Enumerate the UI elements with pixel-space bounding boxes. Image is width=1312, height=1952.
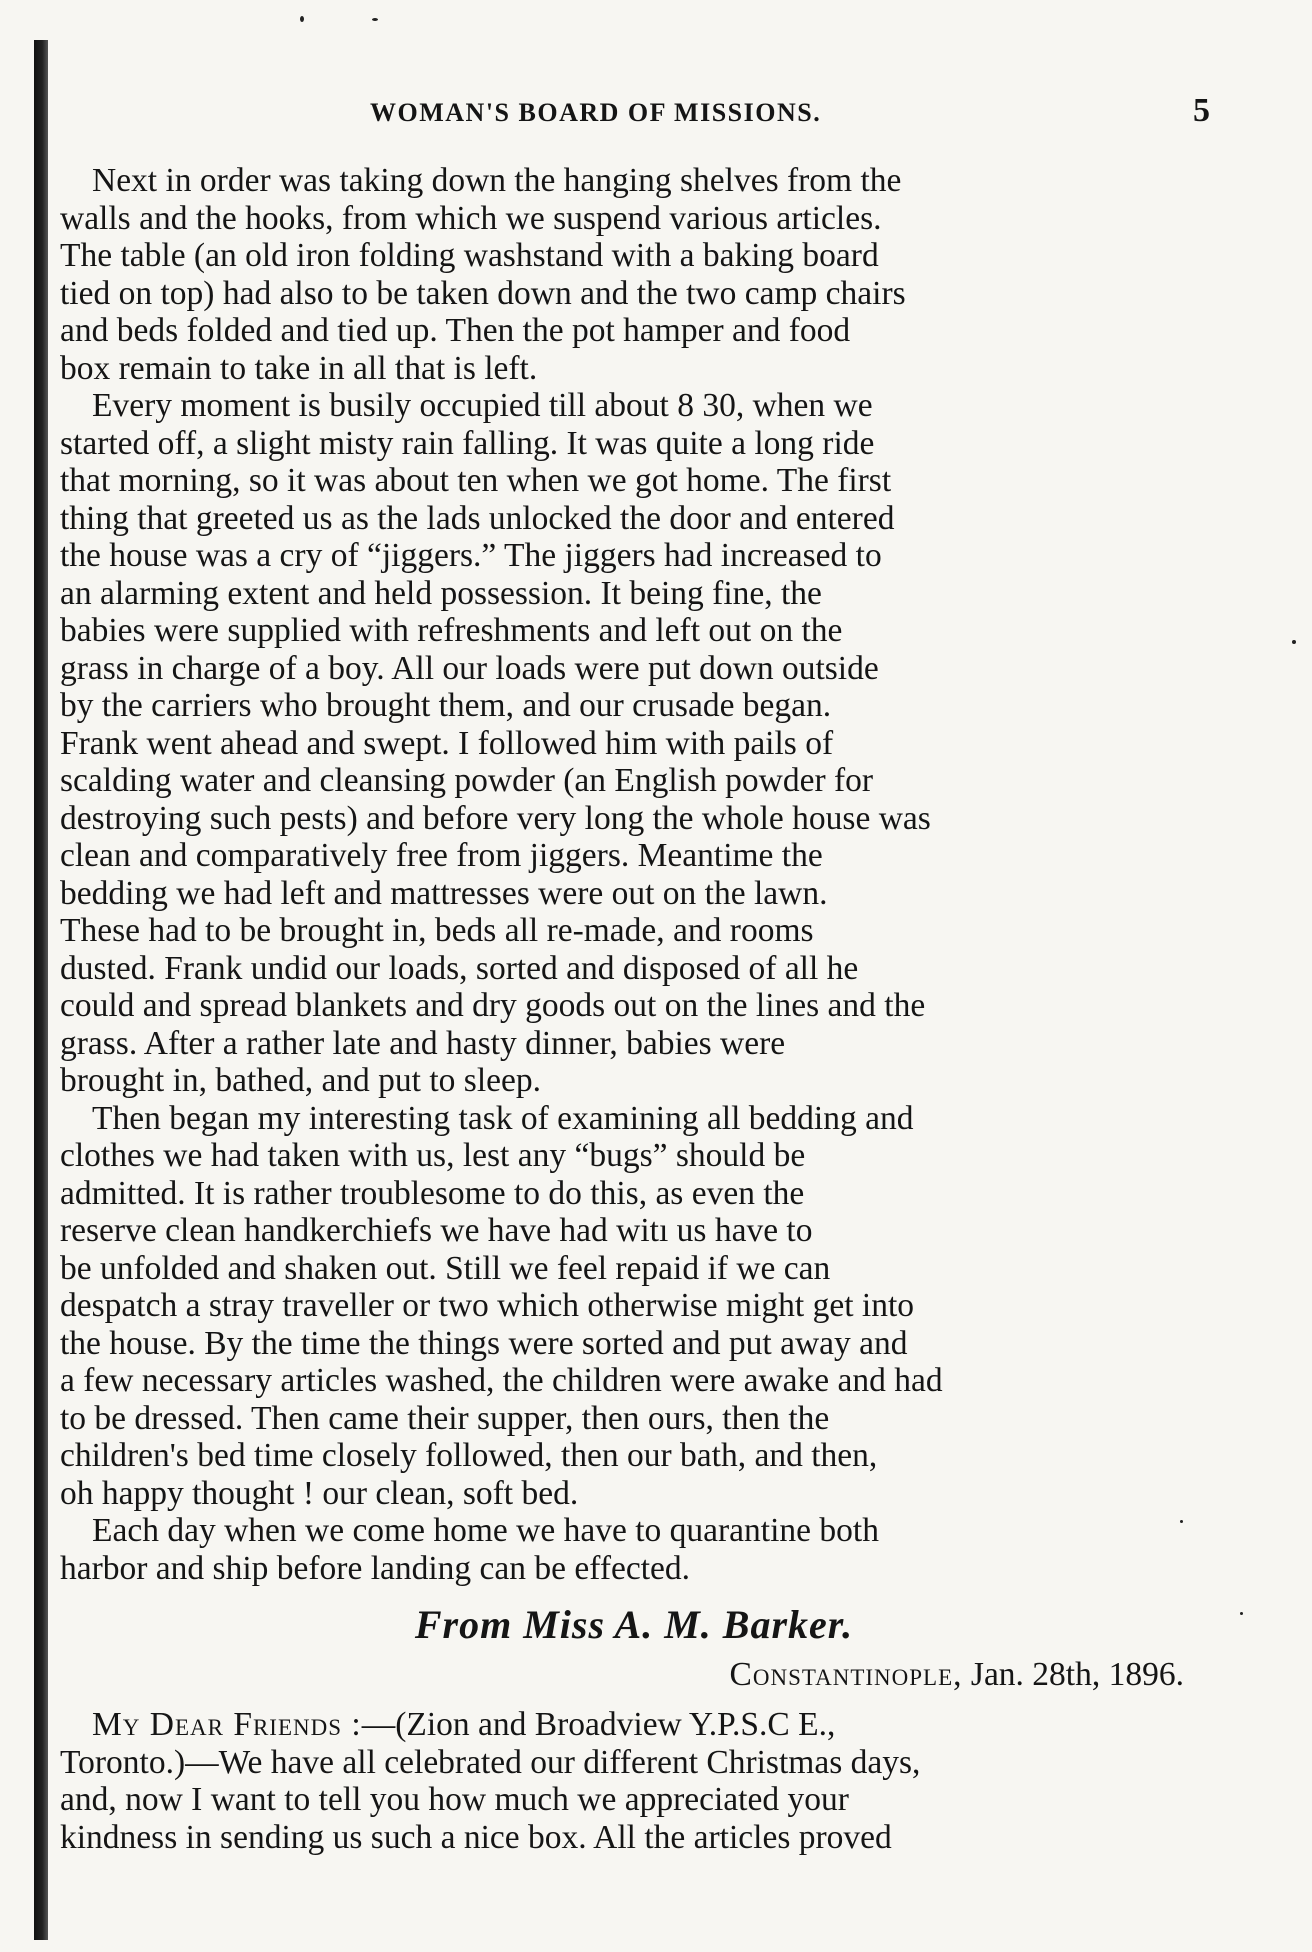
text-line: reserve clean handkerchiefs we have had witı us have to [60, 1212, 813, 1249]
text-line: tied on top) had also to be taken down and the two camp chairs [60, 274, 906, 312]
text-line: and, now I want to tell you how much we appreciated your [60, 1781, 849, 1818]
dateline-place: Constantinople, [729, 1656, 963, 1693]
text-line: walls and the hooks, from which we suspend various articles. [60, 199, 882, 237]
binding-edge [34, 40, 48, 1940]
running-title: WOMAN'S BOARD OF MISSIONS. [370, 98, 822, 127]
text-line: scalding water and cleansing powder (an English powder for [60, 762, 874, 799]
text-line: to be dressed. Then came their supper, then ours, then the [60, 1399, 830, 1437]
text-line: a few necessary articles washed, the children were awake and had [60, 1362, 943, 1399]
text-line: could and spread blankets and dry goods out on the lines and the [60, 987, 926, 1024]
text-line: box remain to take in all that is left. [60, 349, 538, 387]
text-line: Frank went ahead and swept. I followed him with pails of [60, 724, 834, 762]
paragraph [60, 1100, 1208, 1513]
text-line: brought in, bathed, and put to sleep. [60, 1062, 542, 1099]
text-line: the house was a cry of “jiggers.” The jiggers had increased to [60, 537, 882, 574]
text-line: Every moment is busily occupied till about 8 30, when we [92, 387, 873, 424]
text-line: babies were supplied with refreshments and left out on the [60, 612, 843, 649]
text-line: thing that greeted us as the lads unlocked the door and entered [60, 499, 895, 537]
page-header [60, 92, 1230, 132]
paragraph [60, 387, 1208, 1100]
text-line: kindness in sending us such a nice box. All the articles proved [60, 1818, 892, 1856]
print-speck [1292, 640, 1296, 644]
text-line [60, 1706, 1208, 1744]
text-line: grass in charge of a boy. All our loads were put down outside [60, 649, 879, 687]
text-line: dusted. Frank undid our loads, sorted and disposed of all he [60, 949, 859, 987]
text-line: The table (an old iron folding washstand with a baking board [60, 237, 879, 274]
article-body [60, 162, 1208, 1856]
text-line: clothes we had taken with us, lest any “bugs” should be [60, 1137, 806, 1174]
text-line: children's bed time closely followed, then our bath, and then, [60, 1437, 878, 1474]
text-line: and beds folded and tied up. Then the pot hamper and food [60, 312, 851, 349]
text-line: an alarming extent and held possession. It being fine, the [60, 574, 822, 612]
text-line: harbor and ship before landing can be effected. [60, 1549, 691, 1587]
text-line: clean and comparatively free from jiggers. Meantime the [60, 837, 823, 874]
text-line: started off, a slight misty rain falling. It was quite a long ride [60, 424, 875, 462]
text-line: Each day when we come home we have to quarantine both [92, 1512, 879, 1549]
text-line: Next in order was taking down the hanging shelves from the [92, 162, 902, 199]
text-line: These had to be brought in, beds all re-made, and rooms [60, 912, 814, 949]
text-line: the house. By the time the things were sorted and put away and [60, 1324, 908, 1362]
text-line: that morning, so it was about ten when we got home. The first [60, 462, 892, 499]
page-number: 5 [1193, 92, 1210, 129]
text-line: by the carriers who brought them, and our crusade began. [60, 687, 832, 724]
print-speck [300, 16, 304, 22]
text-line: be unfolded and shaken out. Still we feel repaid if we can [60, 1249, 831, 1287]
salutation: My Dear Friends : [92, 1706, 362, 1743]
letter-heading: From Miss A. M. Barker. [414, 1602, 854, 1647]
text-line: oh happy thought ! our clean, soft bed. [60, 1474, 579, 1512]
text-line: despatch a stray traveller or two which otherwise might get into [60, 1287, 915, 1324]
text-line: admitted. It is rather troublesome to do this, as even the [60, 1174, 805, 1212]
paragraph [60, 1512, 1208, 1587]
print-speck [1240, 1612, 1243, 1615]
text-line: destroying such pests) and before very long the whole house was [60, 799, 931, 837]
paragraph [60, 162, 1208, 387]
text-fragment: —(Zion and Broadview Y.P.S.C E., [361, 1706, 836, 1743]
print-speck [372, 18, 378, 21]
dateline-date: Jan. 28th, 1896. [970, 1656, 1184, 1693]
dateline [60, 1656, 1208, 1694]
text-line: grass. After a rather late and hasty dinner, babies were [60, 1024, 786, 1062]
letter-paragraph [60, 1706, 1208, 1856]
text-line: bedding we had left and mattresses were out on the lawn. [60, 874, 828, 912]
text-line: Then began my interesting task of examining all bedding and [92, 1099, 914, 1137]
text-line: Toronto.)—We have all celebrated our different Christmas days, [60, 1743, 921, 1781]
